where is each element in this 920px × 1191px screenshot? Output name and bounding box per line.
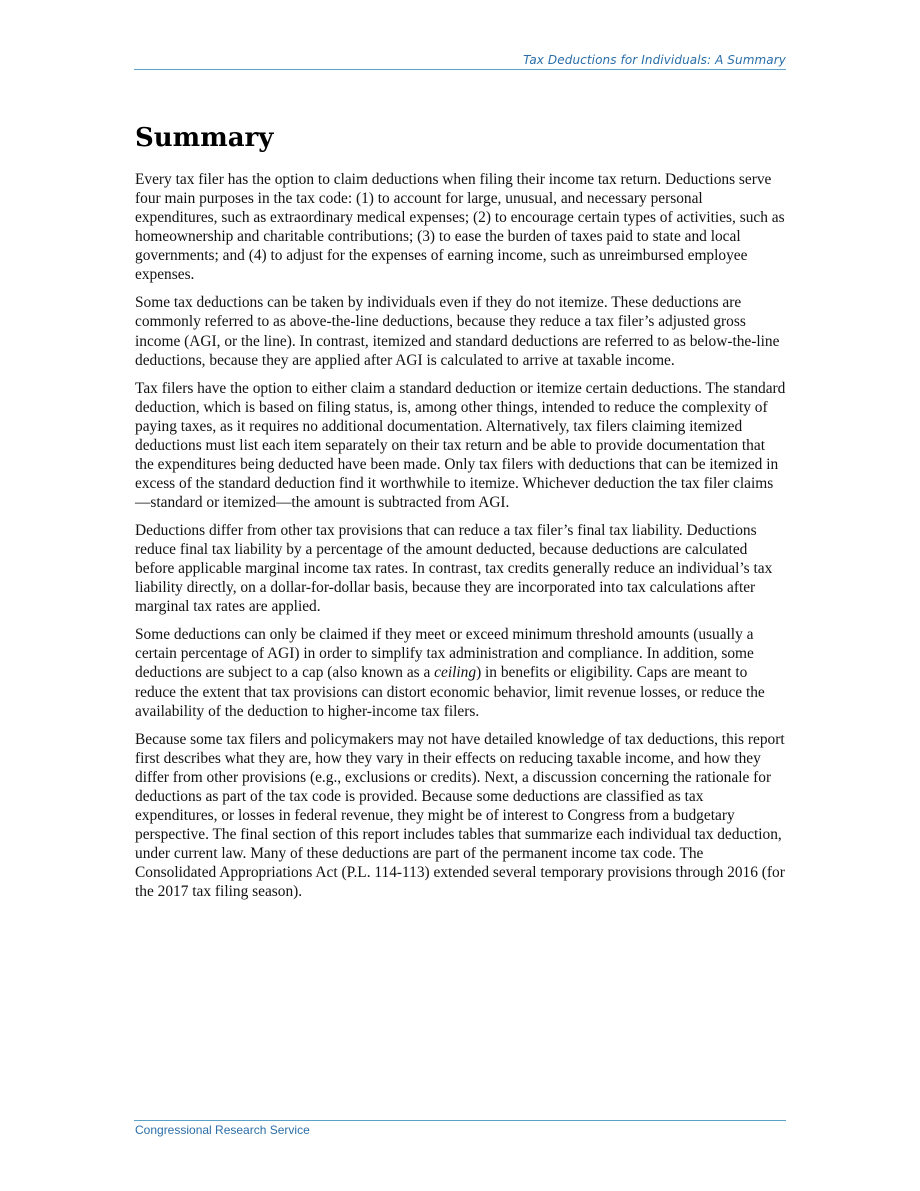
header-divider xyxy=(134,69,786,70)
running-header: Tax Deductions for Individuals: A Summary xyxy=(523,53,786,67)
paragraph-deductions-vs-credits: Deductions differ from other tax provisions that can reduce a tax filer’s final tax liability. Deductions reduce final tax liability by a percentage of the amount deducted, because deductions are calculated before applicable marginal income tax rates. In contrast, tax credits generally reduce an individual’s tax liability directly, on a dollar-for-dollar basis, because they are incorporated into tax calculations after marginal tax rates are applied. xyxy=(135,521,773,616)
ceiling-text-after: ) in benefits or eligibility. Caps are meant to reduce the extent that tax provisions can distort economic behavior, limit revenue losses, or reduce the availability of the deduction to higher-income tax filers. xyxy=(135,664,765,720)
paragraph-report-overview: Because some tax filers and policymakers may not have detailed knowledge of tax deductions, this report first describes what they are, how they vary in their effects on reducing taxable income, and how they differ from other provisions (e.g., exclusions or credits). Next, a discussion concerning the rationale for deductions as part of the tax code is provided. Because some deductions are classified as tax expenditures, or losses in federal revenue, they might be of interest to Congress from a budgetary perspective. The final section of this report includes tables that summarize each individual tax deduction, under current law. Many of these deductions are part of the permanent income tax code. The Consolidated Appropriations Act (P.L. 114-113) extended several temporary provisions through 2016 (for the 2017 tax filing season). xyxy=(135,730,785,901)
ceiling-text-before: Some deductions can only be claimed if they meet or exceed minimum threshold amounts (usually a certain percentage of AGI) in order to simplify tax administration and compliance. In addition, some deductions are subject to a cap (also known as a xyxy=(135,626,754,682)
ceiling-emphasis: ceiling xyxy=(434,664,477,682)
section-title: Summary xyxy=(135,123,274,153)
footer-organization: Congressional Research Service xyxy=(135,1123,310,1137)
summary-body xyxy=(135,170,787,910)
paragraph-thresholds-caps xyxy=(135,625,787,720)
paragraph-standard-vs-itemized: Tax filers have the option to either claim a standard deduction or itemize certain deductions. The standard deduction, which is based on filing status, is, among other things, intended to reduce the complexity of paying taxes, as it requires no additional documentation. Alternatively, tax filers claiming itemized deductions must list each item separately on their tax return and be able to provide documentation that the expenditures being deducted have been made. Only tax filers with deductions that can be itemized in excess of the standard deduction find it worthwhile to itemize. Whichever deduction the tax filer claims—standard or itemized—the amount is subtracted from AGI. xyxy=(135,379,786,512)
paragraph-purposes: Every tax filer has the option to claim deductions when filing their income tax return. Deductions serve four main purposes in the tax code: (1) to account for large, unusual, and necessary personal expenditures, such as extraordinary medical expenses; (2) to encourage certain types of activities, such as homeownership and charitable contributions; (3) to ease the burden of taxes paid to state and local governments; and (4) to adjust for the expenses of earning income, such as unreimbursed employee expenses. xyxy=(135,171,785,284)
footer-divider xyxy=(134,1120,786,1121)
paragraph-above-the-line: Some tax deductions can be taken by individuals even if they do not itemize. These deductions are commonly referred to as above-the-line deductions, because they reduce a tax filer’s adjusted gross income (AGI, or the line). In contrast, itemized and standard deductions are referred to as below-the-line deductions, because they are applied after AGI is calculated to arrive at taxable income. xyxy=(135,294,780,369)
